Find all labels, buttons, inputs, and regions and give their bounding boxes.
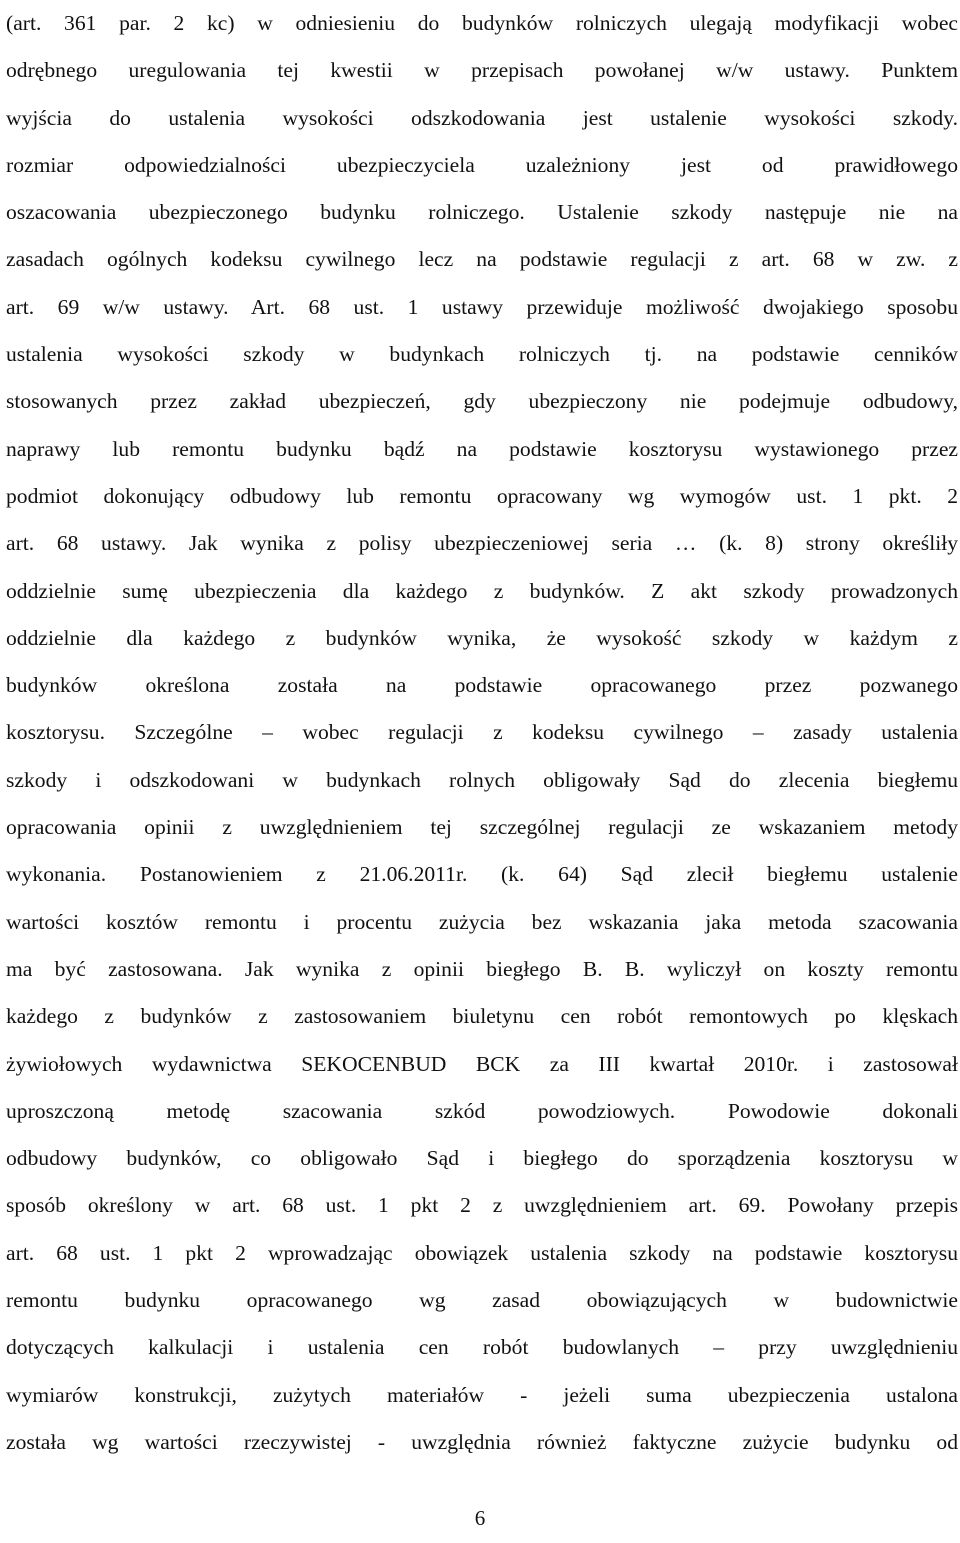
text-line: art. 68 ustawy. Jak wynika z polisy ubezpieczeniowej seria … (k. 8) strony określiły bbox=[6, 531, 958, 556]
text-line: uproszczoną metodę szacowania szkód powodziowych. Powodowie dokonali bbox=[6, 1098, 958, 1123]
text-line: odrębnego uregulowania tej kwestii w przepisach powołanej w/w ustawy. Punktem bbox=[6, 58, 958, 83]
text-line: zasadach ogólnych kodeksu cywilnego lecz na podstawie regulacji z art. 68 w zw. z bbox=[6, 247, 958, 272]
text-line: wymiarów konstrukcji, zużytych materiałów - jeżeli suma ubezpieczenia ustalona bbox=[6, 1382, 958, 1407]
text-line: wykonania. Postanowieniem z 21.06.2011r. (k. 64) Sąd zlecił biegłemu ustalenie bbox=[6, 862, 958, 887]
text-line: budynków określona została na podstawie opracowanego przez pozwanego bbox=[6, 673, 958, 698]
text-line: ustalenia wysokości szkody w budynkach rolniczych tj. na podstawie cenników bbox=[6, 342, 958, 367]
text-line: kosztorysu. Szczególne – wobec regulacji z kodeksu cywilnego – zasady ustalenia bbox=[6, 720, 958, 745]
text-line: odbudowy budynków, co obligowało Sąd i biegłego do sporządzenia kosztorysu w bbox=[6, 1146, 958, 1171]
text-line: rozmiar odpowiedzialności ubezpieczyciela uzależniony jest od prawidłowego bbox=[6, 152, 958, 177]
text-line: szkody i odszkodowani w budynkach rolnych obligowały Sąd do zlecenia biegłemu bbox=[6, 767, 958, 792]
text-line: każdego z budynków z zastosowaniem biuletynu cen robót remontowych po klęskach bbox=[6, 1004, 958, 1029]
text-line: ma być zastosowana. Jak wynika z opinii biegłego B. B. wyliczył on koszty remontu bbox=[6, 956, 958, 981]
text-line: art. 68 ust. 1 pkt 2 wprowadzając obowiązek ustalenia szkody na podstawie kosztorysu bbox=[6, 1240, 958, 1265]
text-line: wyjścia do ustalenia wysokości odszkodowania jest ustalenie wysokości szkody. bbox=[6, 105, 958, 130]
document-body-text bbox=[6, 0, 958, 1466]
text-line: art. 69 w/w ustawy. Art. 68 ust. 1 ustawy przewiduje możliwość dwojakiego sposobu bbox=[6, 294, 958, 319]
text-line: oddzielnie dla każdego z budynków wynika, że wysokość szkody w każdym z bbox=[6, 625, 958, 650]
text-line: sposób określony w art. 68 ust. 1 pkt 2 z uwzględnieniem art. 69. Powołany przepis bbox=[6, 1193, 958, 1218]
text-line: remontu budynku opracowanego wg zasad obowiązujących w budownictwie bbox=[6, 1288, 958, 1313]
text-line: podmiot dokonujący odbudowy lub remontu opracowany wg wymogów ust. 1 pkt. 2 bbox=[6, 483, 958, 508]
text-line: opracowania opinii z uwzględnieniem tej szczególnej regulacji ze wskazaniem metody bbox=[6, 815, 958, 840]
text-line: oddzielnie sumę ubezpieczenia dla każdego z budynków. Z akt szkody prowadzonych bbox=[6, 578, 958, 603]
text-line: dotyczących kalkulacji i ustalenia cen robót budowlanych – przy uwzględnieniu bbox=[6, 1335, 958, 1360]
text-line: stosowanych przez zakład ubezpieczeń, gdy ubezpieczony nie podejmuje odbudowy, bbox=[6, 389, 958, 414]
text-line: żywiołowych wydawnictwa SEKOCENBUD BCK za III kwartał 2010r. i zastosował bbox=[6, 1051, 958, 1076]
text-line: oszacowania ubezpieczonego budynku rolniczego. Ustalenie szkody następuje nie na bbox=[6, 200, 958, 225]
text-line: naprawy lub remontu budynku bądź na podstawie kosztorysu wystawionego przez bbox=[6, 436, 958, 461]
text-line: wartości kosztów remontu i procentu zużycia bez wskazania jaka metoda szacowania bbox=[6, 909, 958, 934]
text-line: (art. 361 par. 2 kc) w odniesieniu do budynków rolniczych ulegają modyfikacji wobec bbox=[6, 11, 958, 35]
text-line: została wg wartości rzeczywistej - uwzględnia również faktyczne zużycie budynku od bbox=[6, 1429, 958, 1454]
page-number: 6 bbox=[474, 1506, 486, 1530]
